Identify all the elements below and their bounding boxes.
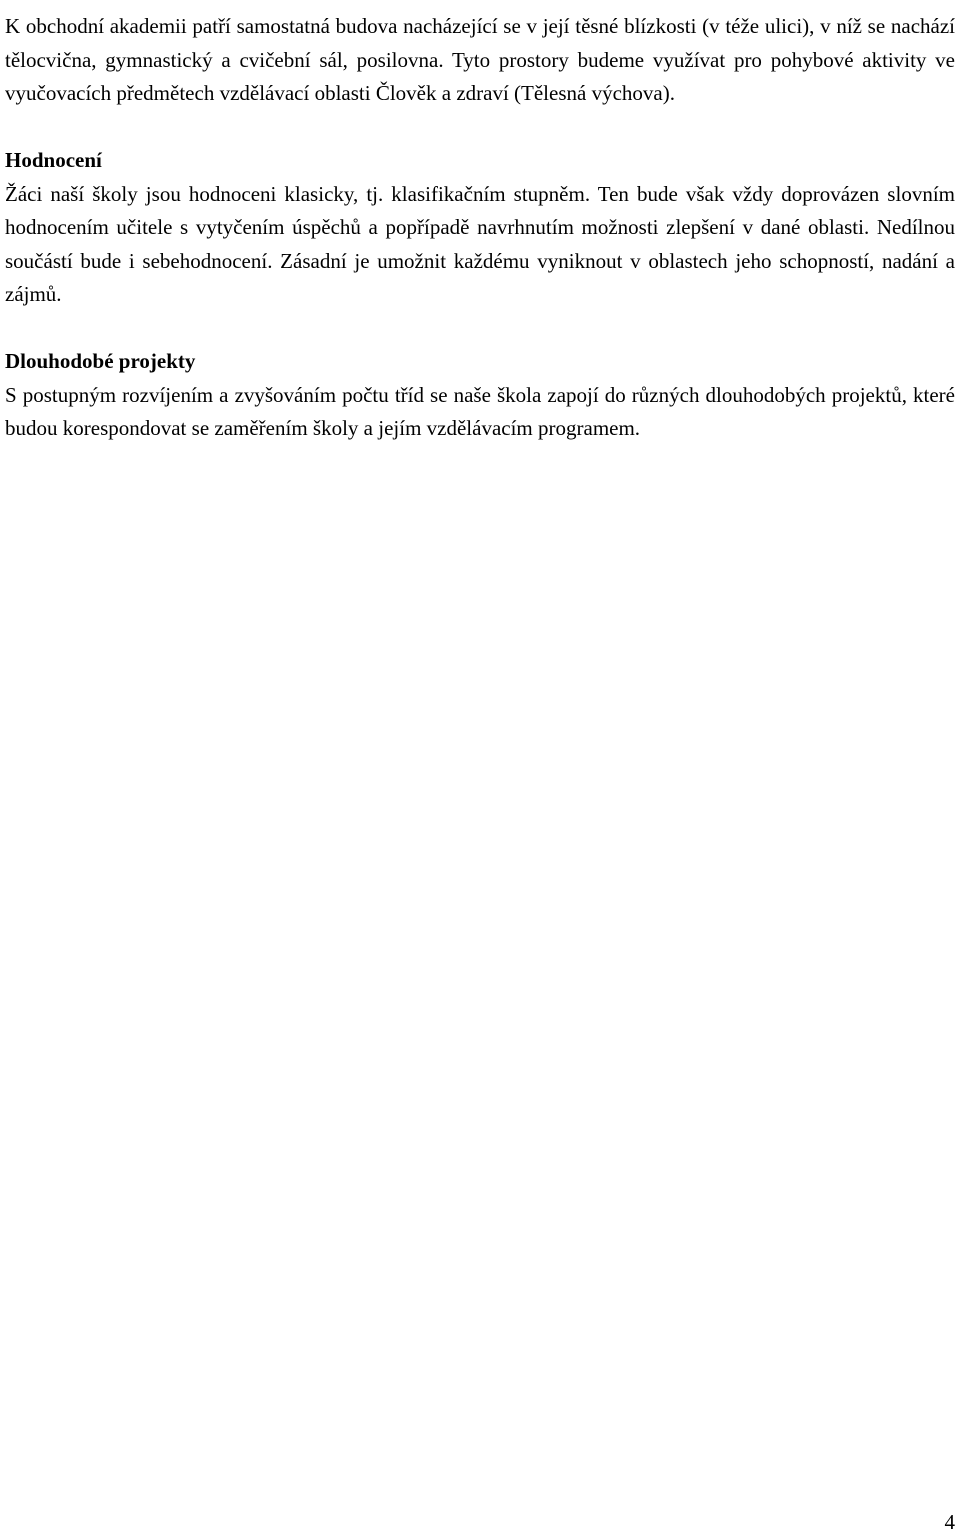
section-paragraph-hodnoceni: Žáci naší školy jsou hodnoceni klasicky, tj. klasifikačním stupněm. Ten bude však vždy doprovázen slovním hodnocením učitele s vytyčením úspěchů a popřípadě navrhnutím možnosti zlepšení v dané oblasti. Nedílnou součástí bude i sebehodnocení. Zásadní je umožnit každému vyniknout v oblastech jeho schopností, nadání a zájmů.	[5, 181, 955, 306]
section-dlouhodobe-projekty	[5, 345, 955, 446]
section-heading-hodnoceni: Hodnocení	[5, 148, 102, 172]
section-heading-dlouhodobe-projekty: Dlouhodobé projekty	[5, 349, 196, 373]
intro-paragraph: K obchodní akademii patří samostatná budova nacházející se v její těsné blízkosti (v téže ulici), v níž se nachází tělocvična, gymnastický a cvičební sál, posilovna. Tyto prostory budeme využívat pro pohybové aktivity ve vyučovacích předmětech vzdělávací oblasti Člověk a zdraví (Tělesná výchova).	[5, 14, 955, 105]
paragraph-gap	[5, 312, 955, 346]
section-hodnoceni	[5, 144, 955, 312]
paragraph-gap	[5, 111, 955, 145]
document-page	[5, 0, 955, 446]
page-number: 4	[944, 1510, 955, 1534]
section-paragraph-dlouhodobe-projekty: S postupným rozvíjením a zvyšováním počtu tříd se naše škola zapojí do různých dlouhodobých projektů, které budou korespondovat se zaměřením školy a jejím vzdělávacím programem.	[5, 382, 955, 440]
